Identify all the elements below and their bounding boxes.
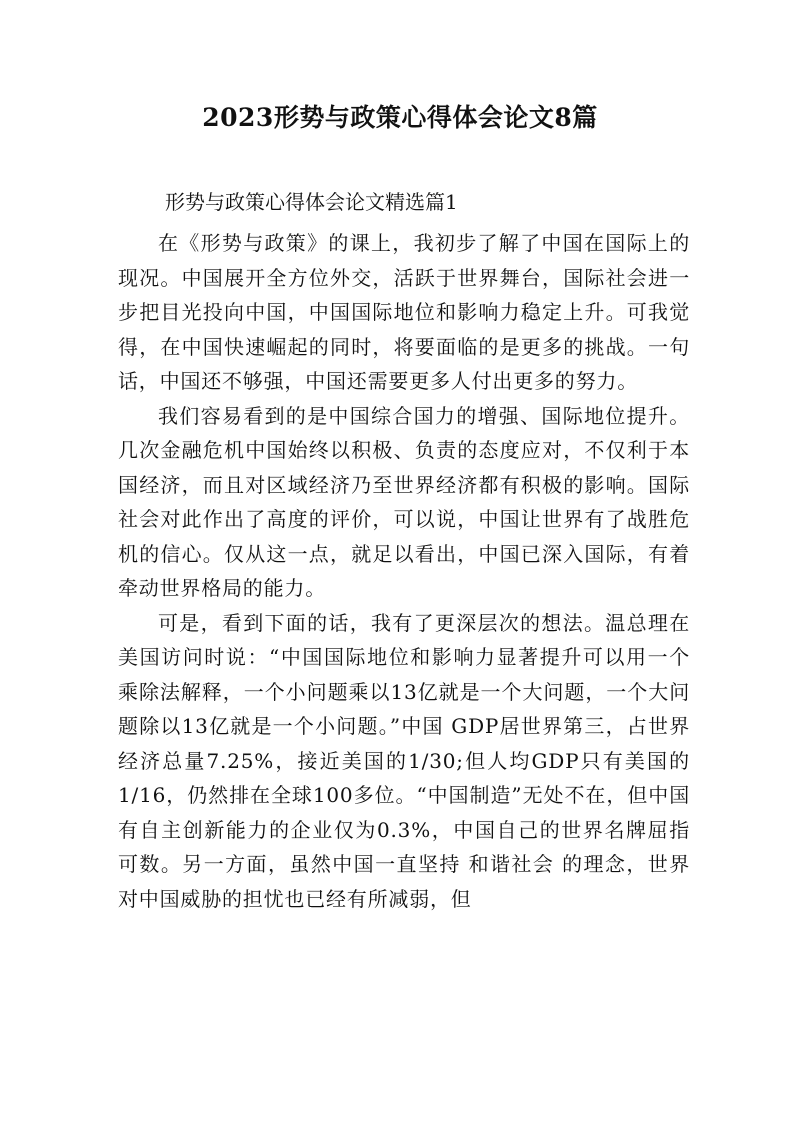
document-body: [118, 226, 690, 916]
paragraph-2: 我们容易看到的是中国综合国力的增强、国际地位提升。几次金融危机中国始终以积极、负责的态度应对，不仅利于本国经济，而且对区域经济乃至世界经济都有积极的影响。国际社会对此作出了高度的评价，可以说，中国让世界有了战胜危机的信心。仅从这一点，就足以看出，中国已深入国际，有着牵动世界格局的能力。: [118, 403, 690, 600]
document-title: 2023形势与政策心得体会论文8篇: [202, 103, 598, 132]
paragraph-3: 可是，看到下面的话，我有了更深层次的想法。温总理在美国访问时说：“中国国际地位和影响力显著提升可以用一个乘除法解释，一个小问题乘以13亿就是一个大问题，一个大问题除以13亿就是一个小问题。”中国 GDP居世界第三，占世界经济总量7.25%，接近美国的1/30;但人均GDP只有美国的1/16，仍然排在全球100多位。“中国制造”无处不在，但中国有自主创新能力的企业仅为0.3%，中国自己的世界名牌屈指可数。另一方面，虽然中国一直坚持 和谐社会 的理念，世界对中国威胁的担忧也已经有所减弱，但: [118, 610, 690, 911]
paragraph-1: 在《形势与政策》的课上，我初步了解了中国在国际上的现况。中国展开全方位外交，活跃于世界舞台，国际社会进一步把目光投向中国，中国国际地位和影响力稳定上升。可我觉得，在中国快速崛起的同时，将要面临的是更多的挑战。一句话，中国还不够强，中国还需要更多人付出更多的努力。: [118, 231, 690, 393]
section-heading: 形势与政策心得体会论文精选篇1: [165, 190, 458, 214]
